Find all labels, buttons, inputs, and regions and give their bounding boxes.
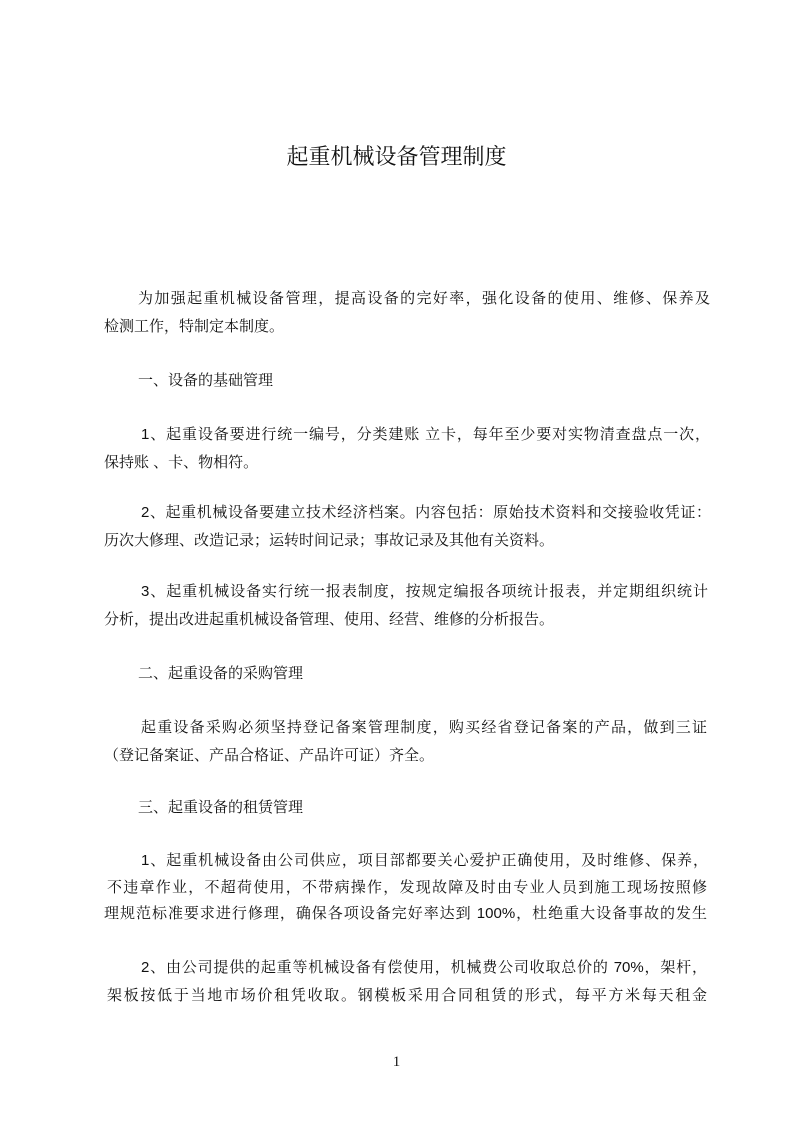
text-line: 1、起重机械设备由公司供应，项目部都要关心爱护正确使用，及时维修、保养， — [141, 852, 708, 869]
text-line: 保持账 、卡、物相符。 — [104, 454, 259, 471]
text-line: 3、起重机械设备实行统一报表制度，按规定编报各项统计报表，并定期组织统计 — [141, 583, 708, 600]
text-line: 起重设备采购必须坚持登记备案管理制度，购买经省登记备案的产品，做到三证 — [141, 719, 707, 736]
text-line: 检测工作，特制定本制度。 — [104, 318, 285, 335]
text-line: 1、起重设备要进行统一编号，分类建账 立卡，每年至少要对实物清查盘点一次， — [141, 426, 710, 443]
text-line: （登记备案证、产品合格证、产品许可证）齐全。 — [104, 747, 435, 764]
section-heading: 一、设备的基础管理 — [138, 372, 274, 389]
text-line: 不违章作业，不超荷使用，不带病操作，发现故障及时由专业人员到施工现场按照修 — [107, 879, 707, 896]
text-line: 为加强起重机械设备管理，提高设备的完好率，强化设备的使用、维修、保养及 — [138, 290, 710, 307]
text-line: 历次大修理、改造记录；运转时间记录；事故记录及其他有关资料。 — [104, 532, 555, 549]
text-line: 架板按低于当地市场价租凭收取。钢模板采用合同租赁的形式，每平方米每天租金 — [107, 987, 707, 1004]
text-line: 2、由公司提供的起重等机械设备有偿使用，机械费公司收取总价的 70%，架杆， — [141, 959, 707, 976]
page-number: 1 — [392, 1054, 401, 1070]
section-heading: 二、起重设备的采购管理 — [138, 665, 304, 682]
text-line: 分析，提出改进起重机械设备管理、使用、经营、维修的分析报告。 — [104, 611, 555, 628]
section-heading: 三、起重设备的租赁管理 — [138, 799, 304, 816]
document-title: 起重机械设备管理制度 — [286, 144, 507, 169]
text-line: 2、起重机械设备要建立技术经济档案。内容包括：原始技术资料和交接验收凭证： — [141, 504, 711, 521]
text-line: 理规范标准要求进行修理，确保各项设备完好率达到 100%，杜绝重大设备事故的发生 — [104, 905, 707, 922]
